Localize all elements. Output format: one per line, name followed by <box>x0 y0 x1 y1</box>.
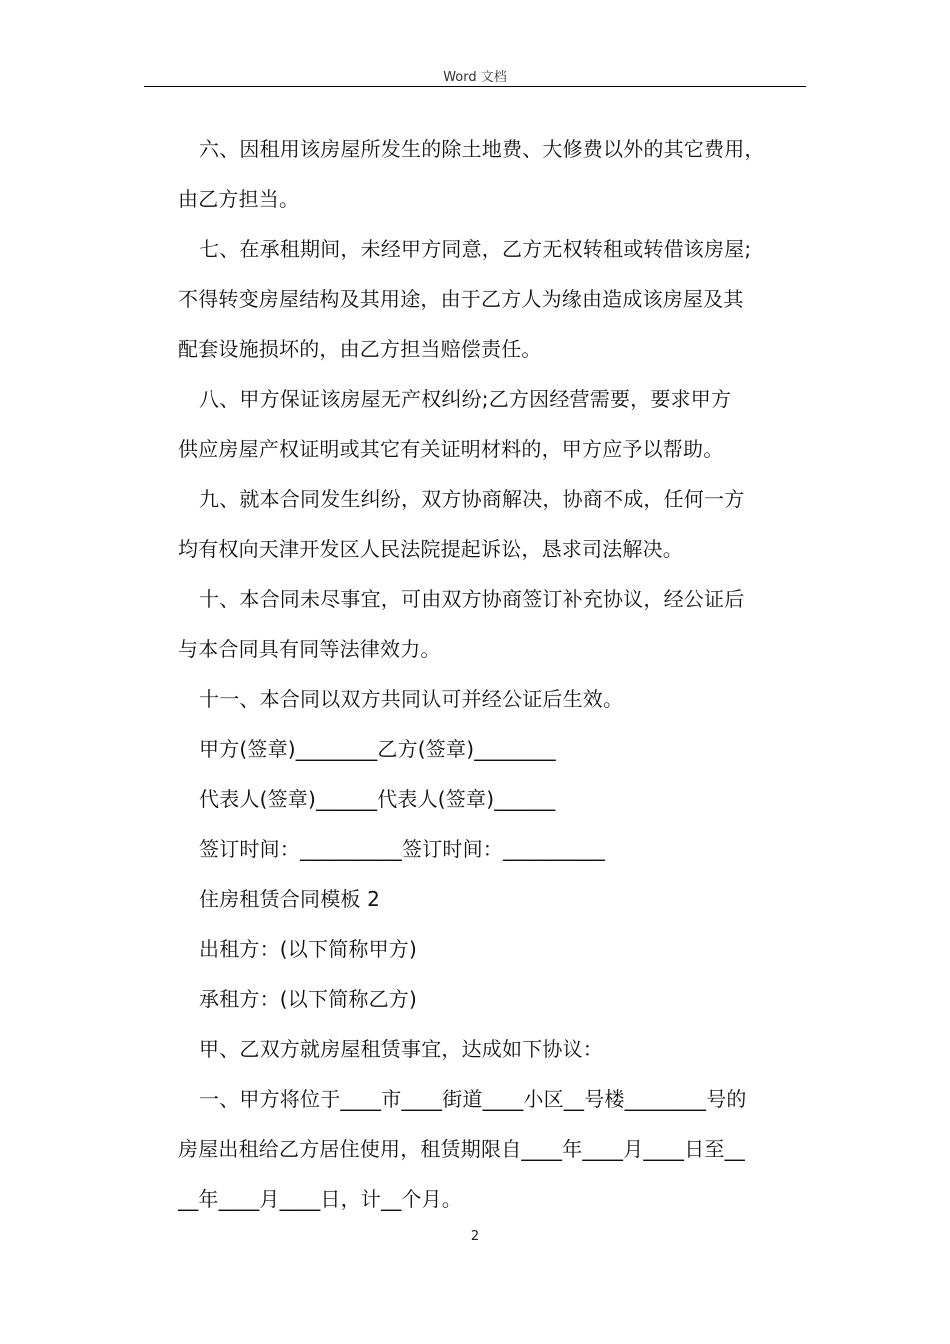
signature-line: 甲方(签章)________乙方(签章)________ <box>199 737 556 761</box>
paragraph-line: 七、在承租期间，未经甲方同意，乙方无权转租或转借该房屋; <box>199 237 752 261</box>
paragraph-line: 供应房屋产权证明或其它有关证明材料的，甲方应予以帮助。 <box>178 437 724 461</box>
party-line: 承租方：(以下简称乙方) <box>199 987 418 1011</box>
paragraph-line: 由乙方担当。 <box>178 187 300 211</box>
party-line: 出租方：(以下简称甲方) <box>199 937 418 961</box>
page-number: 2 <box>470 1229 480 1244</box>
paragraph-line: 一、甲方将位于____市____街道____小区__号楼________号的 <box>199 1087 747 1111</box>
paragraph-line: 均有权向天津开发区人民法院提起诉讼，恳求司法解决。 <box>178 537 683 561</box>
paragraph-line: 配套设施损坏的，由乙方担当赔偿责任。 <box>178 337 542 361</box>
document-body <box>178 124 818 1224</box>
paragraph-line: 不得转变房屋结构及其用途，由于乙方人为缘由造成该房屋及其 <box>178 287 744 311</box>
paragraph-line: 八、甲方保证该房屋无产权纠纷;乙方因经营需要，要求甲方 <box>199 387 732 411</box>
page-header: Word 文档 <box>443 70 507 85</box>
paragraph-line: 与本合同具有同等法律效力。 <box>178 637 441 661</box>
section-title: 住房租赁合同模板 2 <box>199 887 381 911</box>
paragraph-line: 六、因租用该房屋所发生的除土地费、大修费以外的其它费用， <box>199 137 765 161</box>
signature-date-line: 签订时间：__________签订时间：__________ <box>199 837 605 861</box>
paragraph-line: 十一、本合同以双方共同认可并经公证后生效。 <box>199 687 624 711</box>
paragraph-line: 九、就本合同发生纠纷，双方协商解决，协商不成，任何一方 <box>199 487 745 511</box>
paragraph-line: __年____月____日，计__个月。 <box>178 1187 462 1211</box>
paragraph-line: 十、本合同未尽事宜，可由双方协商签订补充协议，经公证后 <box>199 587 745 611</box>
signature-line: 代表人(签章)______代表人(签章)______ <box>199 787 556 811</box>
paragraph-line: 甲、乙双方就房屋租赁事宜，达成如下协议： <box>199 1037 603 1061</box>
paragraph-line: 房屋出租给乙方居住使用，租赁期限自____年____月____日至__ <box>178 1137 745 1161</box>
header-divider <box>144 86 806 87</box>
